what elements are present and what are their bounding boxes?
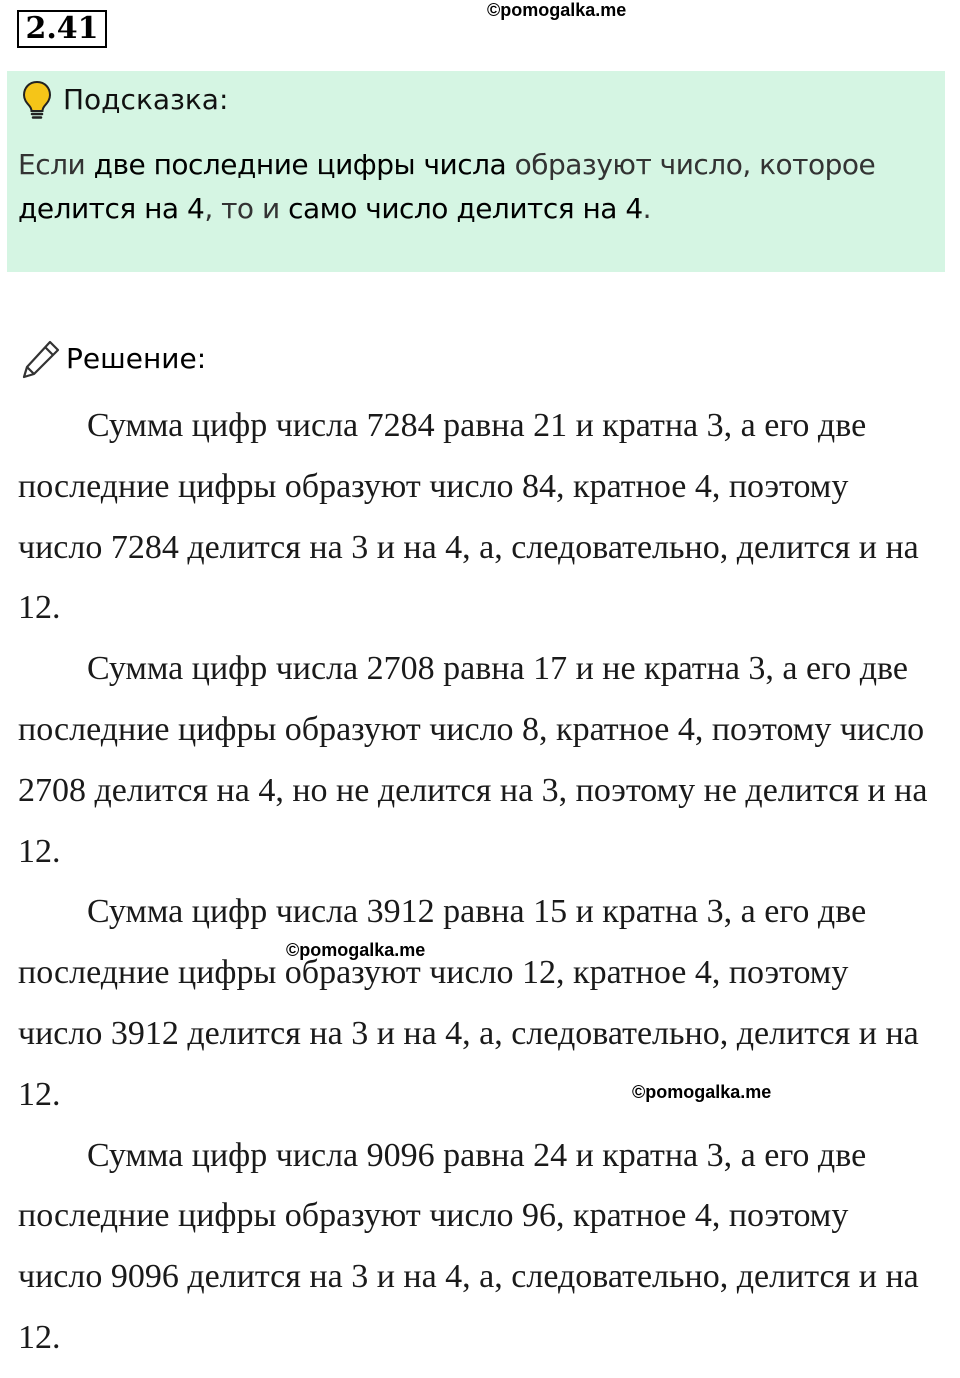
hint-box bbox=[7, 71, 945, 272]
lightbulb-icon bbox=[21, 79, 53, 121]
solution-title: Решение: bbox=[66, 342, 207, 375]
hint-text-part: образуют число, которое bbox=[506, 148, 876, 181]
pencil-icon bbox=[20, 338, 62, 380]
solution-body bbox=[18, 396, 938, 1369]
solution-paragraph: Сумма цифр числа 3912 равна 15 и кратна 3, а его две последние цифры образуют число 12, кратное 4, поэтому число 3912 делится на 3 и на 4, а, следовательно, делится и на 12. bbox=[18, 893, 919, 1113]
hint-text-emphasis: само число делится на 4 bbox=[288, 192, 643, 225]
hint-text-part: . bbox=[642, 192, 652, 225]
hint-text-emphasis: делится на 4 bbox=[18, 192, 205, 225]
solution-header bbox=[20, 337, 206, 381]
task-number: 2.41 bbox=[17, 10, 107, 48]
solution-paragraph: Сумма цифр числа 7284 равна 21 и кратна 3, а его две последние цифры образуют число 84, кратное 4, поэтому число 7284 делится на 3 и на 4, а, следовательно, делится и на 12. bbox=[18, 407, 919, 627]
watermark-middle: ©pomogalka.me bbox=[286, 940, 426, 960]
watermark-top: ©pomogalka.me bbox=[487, 0, 627, 20]
hint-text-part: Если bbox=[18, 148, 94, 181]
watermark-lower: ©pomogalka.me bbox=[632, 1082, 772, 1102]
solution-paragraph: Сумма цифр числа 2708 равна 17 и не кратна 3, а его две последние цифры образуют число 8, кратное 4, поэтому число 2708 делится на 4, но не делится на 3, поэтому не делится и на 12. bbox=[18, 650, 928, 870]
hint-title: Подсказка: bbox=[63, 83, 229, 116]
solution-paragraph: Сумма цифр числа 9096 равна 24 и кратна 3, а его две последние цифры образуют число 96, кратное 4, поэтому число 9096 делится на 3 и на 4, а, следовательно, делится и на 12. bbox=[18, 1136, 919, 1356]
hint-text bbox=[18, 143, 938, 231]
hint-header bbox=[21, 79, 228, 121]
hint-text-emphasis: две последние цифры числа bbox=[93, 148, 507, 181]
hint-text-part: , то и bbox=[204, 192, 289, 225]
